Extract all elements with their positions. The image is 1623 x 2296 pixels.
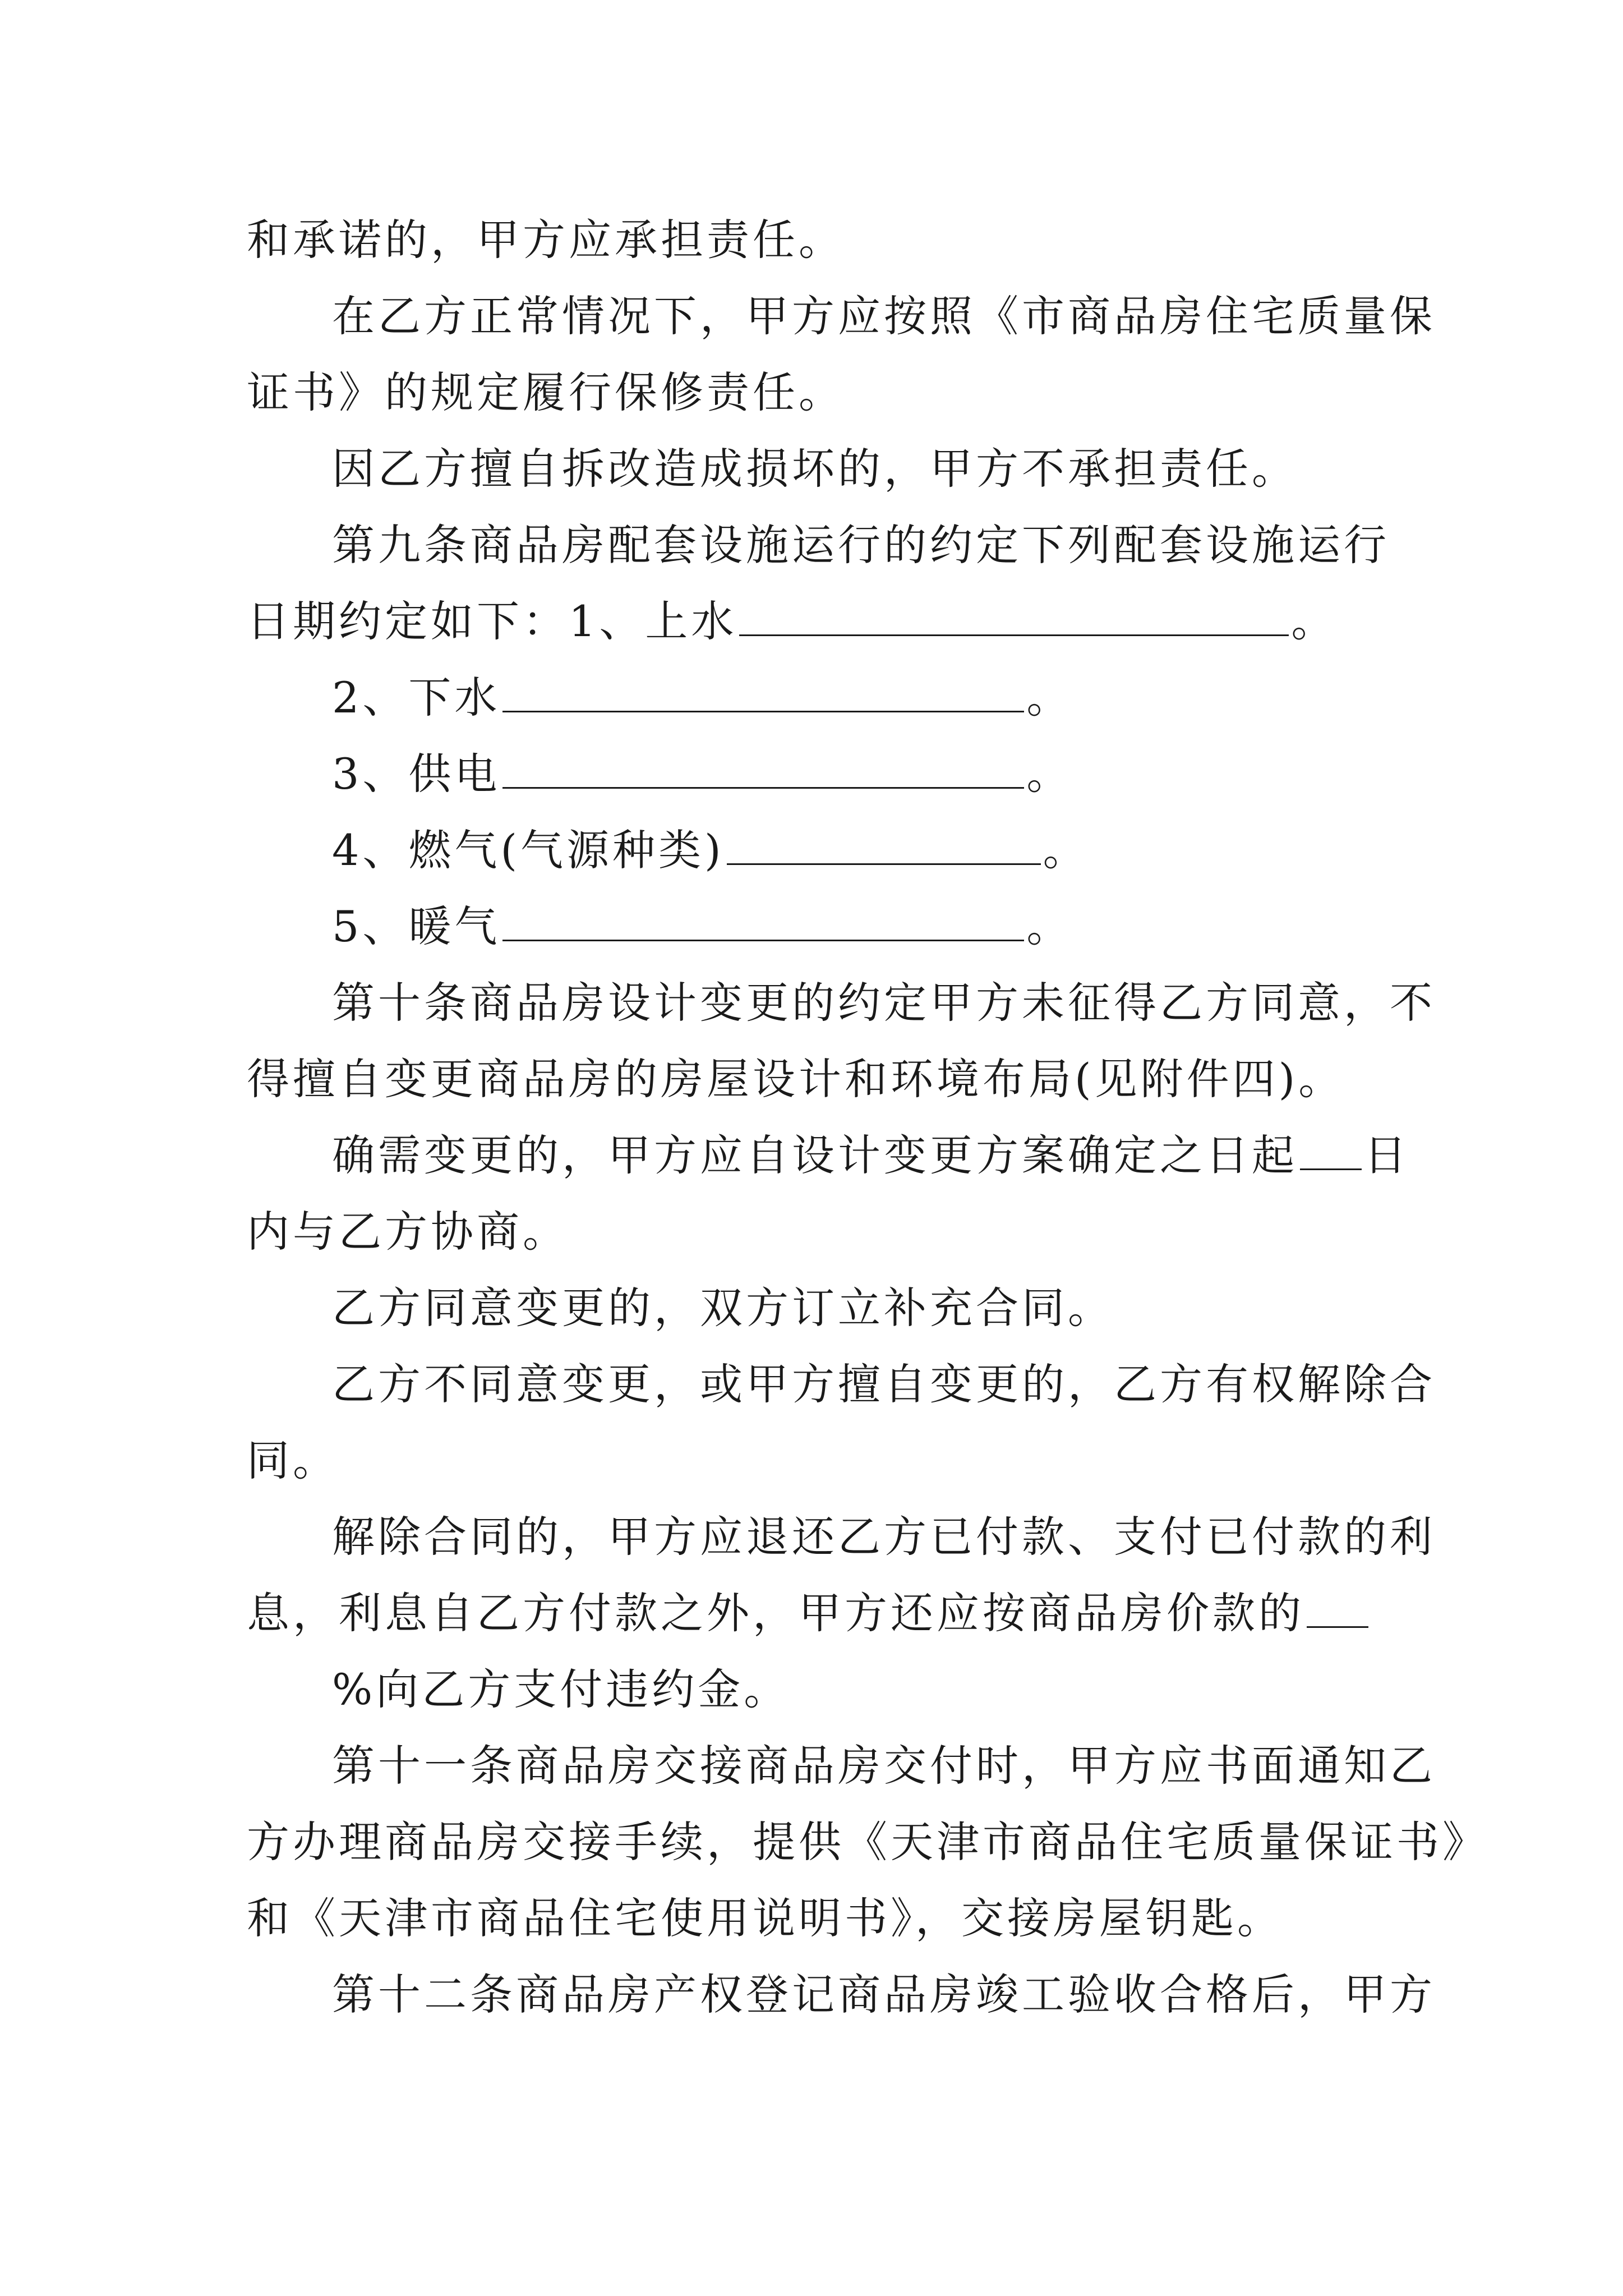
fill-in-blank	[1307, 1594, 1368, 1628]
text-line: 证书》的规定履行保修责任。	[247, 367, 845, 417]
text-segment: 。	[1026, 673, 1073, 723]
text-line: 内与乙方协商。	[247, 1207, 569, 1257]
fill-in-blank	[502, 754, 1024, 789]
text-line: 方办理商品房交接手续，提供《天津市商品住宅质量保证书》	[247, 1817, 1488, 1867]
text-line-with-blank	[247, 736, 1385, 812]
text-line-with-blank	[247, 812, 1385, 889]
text-line-with-blank	[247, 1575, 1385, 1651]
text-line: 第十条商品房设计变更的约定甲方未征得乙方同意，不	[332, 978, 1436, 1028]
text-segment: 。	[1026, 901, 1073, 951]
text-segment: 2、下水	[332, 673, 501, 723]
text-segment: 。	[1026, 749, 1073, 799]
text-line: 乙方不同意变更，或甲方擅自变更的，乙方有权解除合	[332, 1359, 1436, 1409]
text-line-with-blank	[247, 583, 1385, 660]
text-line-with-blank	[247, 889, 1385, 965]
text-line: %向乙方支付违约金。	[332, 1664, 790, 1714]
document-body	[247, 202, 1488, 2033]
text-segment: 确需变更的，甲方应自设计变更方案确定之日起	[332, 1130, 1298, 1180]
fill-in-blank	[502, 907, 1024, 941]
text-line-with-blank	[247, 1117, 1410, 1194]
text-segment: 。	[1043, 825, 1089, 875]
text-line: 乙方同意变更的，双方订立补充合同。	[332, 1283, 1114, 1333]
text-line: 得擅自变更商品房的房屋设计和环境布局(见附件四)。	[247, 1054, 1345, 1104]
fill-in-blank	[727, 831, 1041, 865]
text-line: 因乙方擅自拆改造成损坏的，甲方不承担责任。	[332, 444, 1298, 494]
text-line: 和承诺的，甲方应承担责任。	[247, 215, 845, 265]
text-line-with-blank	[247, 660, 1385, 736]
text-line: 第十一条商品房交接商品房交付时，甲方应书面通知乙	[332, 1741, 1436, 1791]
fill-in-blank	[502, 678, 1024, 712]
text-line: 第十二条商品房产权登记商品房竣工验收合格后，甲方	[332, 1970, 1436, 2019]
text-segment: 息，利息自乙方付款之外，甲方还应按商品房价款的	[247, 1588, 1304, 1638]
fill-in-blank	[739, 602, 1289, 636]
text-line: 在乙方正常情况下，甲方应按照《市商品房住宅质量保	[332, 291, 1436, 341]
text-segment: 日期约定如下：1、上水	[247, 596, 737, 646]
text-line: 第九条商品房配套设施运行的约定下列配套设施运行	[332, 520, 1390, 570]
text-line: 和《天津市商品住宅使用说明书》，交接房屋钥匙。	[247, 1893, 1283, 1943]
text-line: 解除合同的，甲方应退还乙方已付款、支付已付款的利	[332, 1512, 1436, 1562]
text-segment: 4、燃气(气源种类)	[332, 825, 725, 875]
text-line: 同。	[247, 1435, 339, 1485]
text-segment: 日	[1364, 1130, 1410, 1180]
text-segment: 。	[1291, 596, 1338, 646]
text-segment: 5、暖气	[332, 901, 501, 951]
fill-in-blank	[1300, 1136, 1362, 1170]
text-segment: 3、供电	[332, 749, 501, 799]
